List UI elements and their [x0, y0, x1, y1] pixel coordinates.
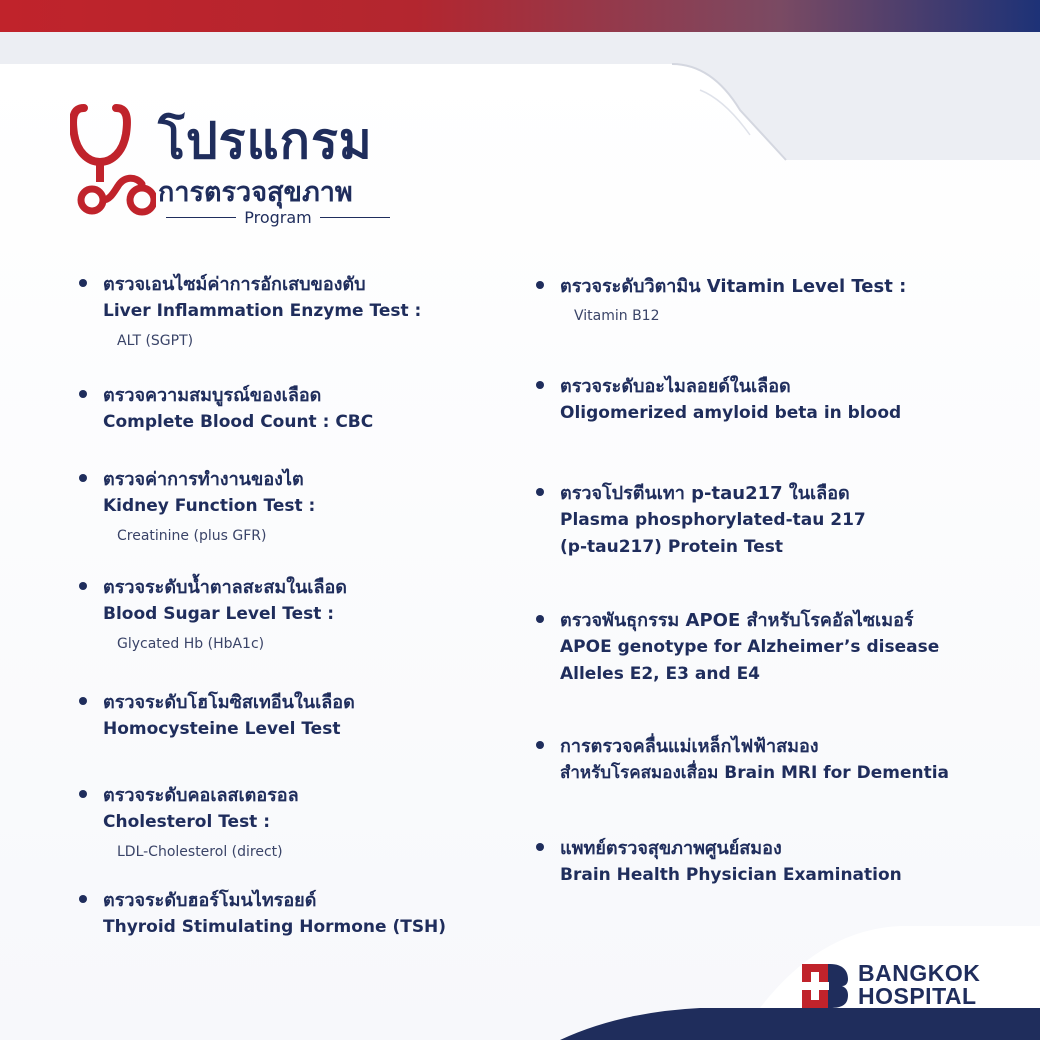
- item-thai: ตรวจระดับโฮโมซิสเทอีนในเลือด: [103, 692, 355, 713]
- item-thai: ตรวจระดับวิตามิน Vitamin Level Test :: [560, 276, 907, 297]
- bullet-icon: [536, 741, 544, 749]
- item-thai: ตรวจระดับคอเลสเตอรอล: [103, 785, 299, 806]
- program-header: [70, 100, 400, 240]
- list-item: [103, 783, 299, 862]
- bullet-icon: [79, 790, 87, 798]
- item-english: Complete Blood Count : CBC: [103, 412, 374, 432]
- item-english: Brain Health Physician Examination: [560, 865, 902, 885]
- logo-text: [858, 962, 980, 1008]
- list-item: [560, 836, 902, 889]
- item-english: Cholesterol Test :: [103, 812, 271, 832]
- bullet-icon: [536, 843, 544, 851]
- logo-line1: BANGKOK: [858, 960, 981, 986]
- item-english: APOE genotype for Alzheimer’s disease: [560, 637, 940, 657]
- item-english-line2: (p-tau217) Protein Test: [560, 537, 784, 557]
- item-english: Liver Inflammation Enzyme Test :: [103, 301, 422, 321]
- item-detail: Vitamin B12: [574, 308, 660, 324]
- list-item: [560, 274, 906, 326]
- bullet-icon: [536, 488, 544, 496]
- item-thai: ตรวจโปรตีนเทา p-tau217 ในเลือด: [560, 483, 850, 504]
- bullet-icon: [79, 390, 87, 398]
- item-thai: การตรวจคลื่นแม่เหล็กไฟฟ้าสมอง: [560, 736, 819, 757]
- item-thai: แพทย์ตรวจสุขภาพศูนย์สมอง: [560, 838, 782, 859]
- bullet-icon: [79, 582, 87, 590]
- list-item: [103, 888, 446, 941]
- item-english: Plasma phosphorylated-tau 217: [560, 510, 866, 530]
- divider-line: [166, 217, 236, 219]
- list-item: [103, 467, 315, 546]
- item-english: Oligomerized amyloid beta in blood: [560, 403, 902, 423]
- item-thai: ตรวจระดับน้ำตาลสะสมในเลือด: [103, 577, 347, 598]
- bullet-icon: [79, 895, 87, 903]
- list-item: [560, 374, 901, 427]
- item-thai: ตรวจเอนไซม์ค่าการอักเสบของตับ: [103, 274, 366, 295]
- program-subtitle: การตรวจสุขภาพ: [158, 177, 353, 208]
- item-thai: ตรวจระดับอะไมลอยด์ในเลือด: [560, 376, 791, 397]
- item-detail: LDL-Cholesterol (direct): [117, 844, 283, 860]
- item-thai: ตรวจพันธุกรรม APOE สำหรับโรคอัลไซเมอร์: [560, 610, 914, 631]
- stethoscope-icon: [70, 100, 156, 220]
- list-item: [103, 575, 347, 654]
- bangkok-hospital-logo: [800, 962, 1010, 1012]
- item-thai: ตรวจค่าการทำงานของไต: [103, 469, 304, 490]
- item-detail: ALT (SGPT): [117, 333, 194, 349]
- divider-line: [320, 217, 390, 219]
- bullet-icon: [79, 279, 87, 287]
- item-english: Homocysteine Level Test: [103, 719, 341, 739]
- item-english-line2: Alleles E2, E3 and E4: [560, 664, 761, 684]
- item-english: สำหรับโรคสมองเสื่อม Brain MRI for Dementia: [560, 763, 949, 783]
- list-item: [560, 608, 939, 688]
- item-detail: Glycated Hb (HbA1c): [117, 636, 265, 652]
- item-english: Thyroid Stimulating Hormone (TSH): [103, 917, 447, 937]
- item-thai: ตรวจความสมบูรณ์ของเลือด: [103, 385, 322, 406]
- program-label-row: [166, 208, 390, 227]
- item-english: Kidney Function Test :: [103, 496, 316, 516]
- item-english: Blood Sugar Level Test :: [103, 604, 335, 624]
- list-item: [560, 734, 949, 787]
- item-thai: ตรวจระดับฮอร์โมนไทรอยด์: [103, 890, 317, 911]
- list-item: [560, 481, 866, 561]
- hospital-cross-icon: [800, 962, 850, 1010]
- bullet-icon: [79, 697, 87, 705]
- program-title: โปรแกรม: [158, 112, 373, 170]
- bullet-icon: [536, 381, 544, 389]
- program-label: Program: [244, 208, 312, 227]
- item-detail: Creatinine (plus GFR): [117, 528, 267, 544]
- bullet-icon: [536, 281, 544, 289]
- list-item: [103, 690, 355, 743]
- logo-line2: HOSPITAL: [858, 983, 977, 1009]
- bullet-icon: [79, 474, 87, 482]
- list-item: [103, 383, 373, 436]
- bullet-icon: [536, 615, 544, 623]
- list-item: [103, 272, 421, 351]
